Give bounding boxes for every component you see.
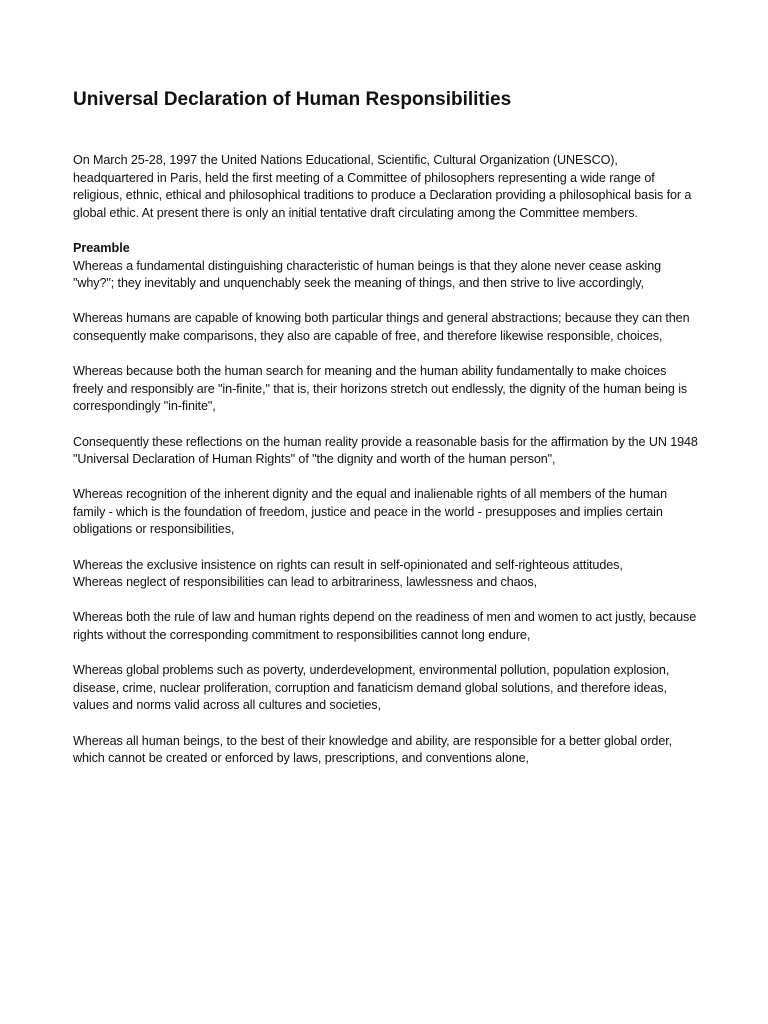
preamble-paragraph-5: Whereas recognition of the inherent dignity and the equal and inalienable rights of all members of the human family - which is the foundation of freedom, justice and peace in the world - presupposes and implies certain obligations or responsibilities, <box>73 487 668 537</box>
preamble-paragraph-1: Whereas a fundamental distinguishing characteristic of human beings is that they alone never cease asking "why?"; they inevitably and unquenchably seek the meaning of things, and then strive to live accordingly, <box>73 258 662 291</box>
preamble-paragraph-3: Whereas because both the human search for meaning and the human ability fundamentally to make choices freely and responsibly are "in-finite," that is, their horizons stretch out endlessly, the dignity of the human being is correspondingly "in-finite", <box>73 364 688 414</box>
preamble-paragraph-4: Consequently these reflections on the human reality provide a reasonable basis for the affirmation by the UN 1948 "Universal Declaration of Human Rights" of "the dignity and worth of the human person", <box>73 434 698 467</box>
intro-paragraph: On March 25-28, 1997 the United Nations Educational, Scientific, Cultural Organization (UNESCO), headquartered in Paris, held the first meeting of a Committee of philosophers representing a wide range of religious, ethnic, ethical and philosophical traditions to produce a Declaration providing a philosophical basis for a global ethic. At present there is only an initial tentative draft circulating among the Committee members. <box>73 153 692 220</box>
preamble-paragraph-7: Whereas neglect of responsibilities can lead to arbitrariness, lawlessness and chaos, <box>73 575 538 590</box>
preamble-paragraph-2: Whereas humans are capable of knowing both particular things and general abstractions; because they can then consequently make comparisons, they also are capable of free, and therefore likewise responsible, choices, <box>73 311 690 343</box>
preamble-heading: Preamble <box>73 240 130 255</box>
preamble-paragraph-10: Whereas all human beings, to the best of their knowledge and ability, are responsible for a better global order, which cannot be created or enforced by laws, prescriptions, and conventions alone, <box>73 733 673 766</box>
document-title: Universal Declaration of Human Responsibilities <box>73 89 512 110</box>
preamble-paragraph-9: Whereas global problems such as poverty, underdevelopment, environmental pollution, population explosion, disease, crime, nuclear proliferation, corruption and fanaticism demand global solutions, and therefore ideas, values and norms valid across all cultures and societies, <box>73 663 670 713</box>
preamble-paragraph-6: Whereas the exclusive insistence on rights can result in self-opinionated and self-righteous attitudes, <box>73 557 623 572</box>
preamble-paragraph-8: Whereas both the rule of law and human rights depend on the readiness of men and women to act justly, because rights without the corresponding commitment to responsibilities cannot long endure, <box>73 610 697 643</box>
